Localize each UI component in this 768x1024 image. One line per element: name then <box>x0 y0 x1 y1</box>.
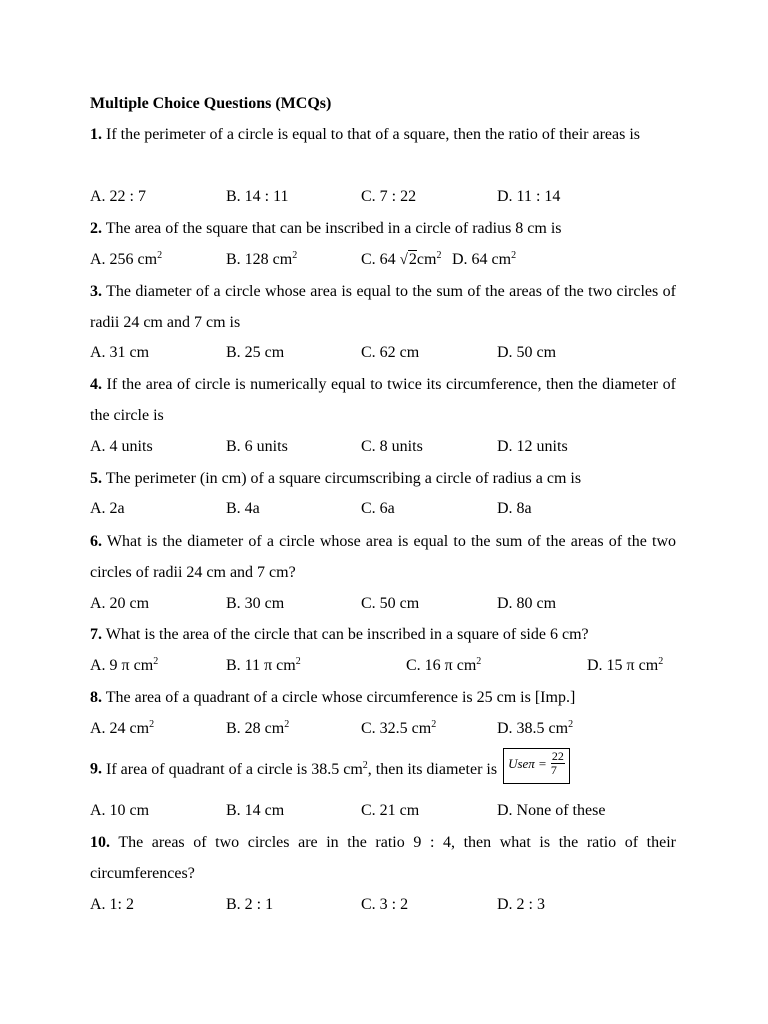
option-a: A. 1: 2 <box>90 896 134 913</box>
options-row-1 <box>90 186 690 208</box>
question-2 <box>90 213 676 244</box>
question-9 <box>90 748 676 789</box>
option-a: A. 2a <box>90 500 125 517</box>
option-b: B. 11 π $cm^2$ <box>226 656 301 674</box>
question-number: 8. <box>90 689 102 706</box>
options-row-9 <box>90 800 690 822</box>
option-c: C. 50 cm <box>361 595 420 612</box>
question-text: If area of quadrant of a circle is 38.5 $cm^2$, then its diameter is <box>106 759 498 778</box>
option-b: B. 6 units <box>226 438 288 455</box>
option-d: D. 64 $cm^2$ <box>452 250 517 268</box>
pi-fraction: $\frac{22}{7}$ <box>550 748 564 777</box>
option-a: A. 256 $cm^2$ <box>90 250 163 268</box>
option-b: B. 14 : 11 <box>226 188 289 205</box>
option-c: C. 32.5 $cm^2$ <box>361 719 437 737</box>
question-5 <box>90 463 676 494</box>
option-c: C. 62 cm <box>361 344 420 361</box>
question-text: The area of a quadrant of a circle whose circumference is 25 cm is [Imp.] <box>105 689 576 706</box>
question-text: What is the area of the circle that can be inscribed in a square of side 6 cm? <box>105 626 589 643</box>
option-d: D. None of these <box>497 802 606 819</box>
option-a: A. 24 $cm^2$ <box>90 719 155 737</box>
question-number: 7. <box>90 626 102 643</box>
question-3 <box>90 276 676 339</box>
pi-hint-bracket <box>503 748 570 784</box>
options-row-7 <box>90 655 690 677</box>
question-number: 6. <box>90 533 102 550</box>
option-b: B. 4a <box>226 500 260 517</box>
option-b: B. 128 $cm^2$ <box>226 250 298 268</box>
option-c: C. 6a <box>361 500 395 517</box>
option-d: D. 80 cm <box>497 595 557 612</box>
option-a: A. 31 cm <box>90 344 150 361</box>
option-c: C. 16 π $cm^2$ <box>406 656 482 674</box>
options-row-8 <box>90 718 690 740</box>
option-a: A. 10 cm <box>90 802 150 819</box>
option-c: C. 21 cm <box>361 802 420 819</box>
question-number: 10. <box>90 834 110 851</box>
question-text: What is the diameter of a circle whose area is equal to the sum of the areas of the two circles of radii 24 cm and 7 cm? <box>90 533 676 582</box>
options-row-6 <box>90 593 690 615</box>
option-b: B. 30 cm <box>226 595 285 612</box>
option-a: A. 22 : 7 <box>90 188 146 205</box>
question-6 <box>90 526 676 589</box>
square-root: √2 <box>399 251 417 268</box>
option-d: D. 8a <box>497 500 532 517</box>
options-row-2 <box>90 249 690 271</box>
question-number: 1. <box>90 126 102 143</box>
option-c: C. 3 : 2 <box>361 896 409 913</box>
option-a: A. 20 cm <box>90 595 150 612</box>
option-d: D. 50 cm <box>497 344 557 361</box>
question-text: The diameter of a circle whose area is equal to the sum of the areas of the two circles of radii 24 cm and 7 cm is <box>90 283 677 332</box>
question-text: If the perimeter of a circle is equal to that of a square, then the ratio of their areas is <box>106 126 640 143</box>
option-c: C. 8 units <box>361 438 423 455</box>
question-number: 5. <box>90 470 102 487</box>
option-c: C. 64 $√2cm^2$ <box>361 249 441 273</box>
question-text: The areas of two circles are in the ratio 9 : 4, then what is the ratio of their circumferences? <box>90 834 676 883</box>
option-a: A. 4 units <box>90 438 153 455</box>
question-1 <box>90 119 676 150</box>
section-heading: Multiple Choice Questions (MCQs) <box>90 95 332 112</box>
question-8 <box>90 682 676 713</box>
options-row-4 <box>90 436 690 458</box>
options-row-5 <box>90 498 690 520</box>
option-b: B. 14 cm <box>226 802 285 819</box>
question-number: 3. <box>90 283 102 300</box>
options-row-3 <box>90 342 690 364</box>
option-c: C. 7 : 22 <box>361 188 417 205</box>
question-7 <box>90 619 676 650</box>
question-text: The perimeter (in cm) of a square circumscribing a circle of radius a cm is <box>105 470 582 487</box>
option-d: D. 11 : 14 <box>497 188 561 205</box>
question-text: If the area of circle is numerically equal to twice its circumference, then the diameter of the circle is <box>90 376 676 425</box>
option-b: B. 28 $cm^2$ <box>226 719 290 737</box>
option-d: D. 12 units <box>497 438 568 455</box>
question-number: 4. <box>90 376 102 393</box>
question-number: 9. <box>90 760 102 778</box>
option-d: D. 2 : 3 <box>497 896 545 913</box>
option-d: D. 15 π $cm^2$ <box>587 656 664 674</box>
question-text: The area of the square that can be inscribed in a circle of radius 8 cm is <box>105 220 562 237</box>
question-4 <box>90 369 676 432</box>
option-b: B. 2 : 1 <box>226 896 274 913</box>
option-a: A. 9 π $cm^2$ <box>90 656 159 674</box>
options-row-10 <box>90 894 690 916</box>
pi-hint-label: Useπ = <box>508 756 547 772</box>
option-d: D. 38.5 $cm^2$ <box>497 719 574 737</box>
question-10 <box>90 827 676 890</box>
option-b: B. 25 cm <box>226 344 285 361</box>
question-number: 2. <box>90 220 102 237</box>
